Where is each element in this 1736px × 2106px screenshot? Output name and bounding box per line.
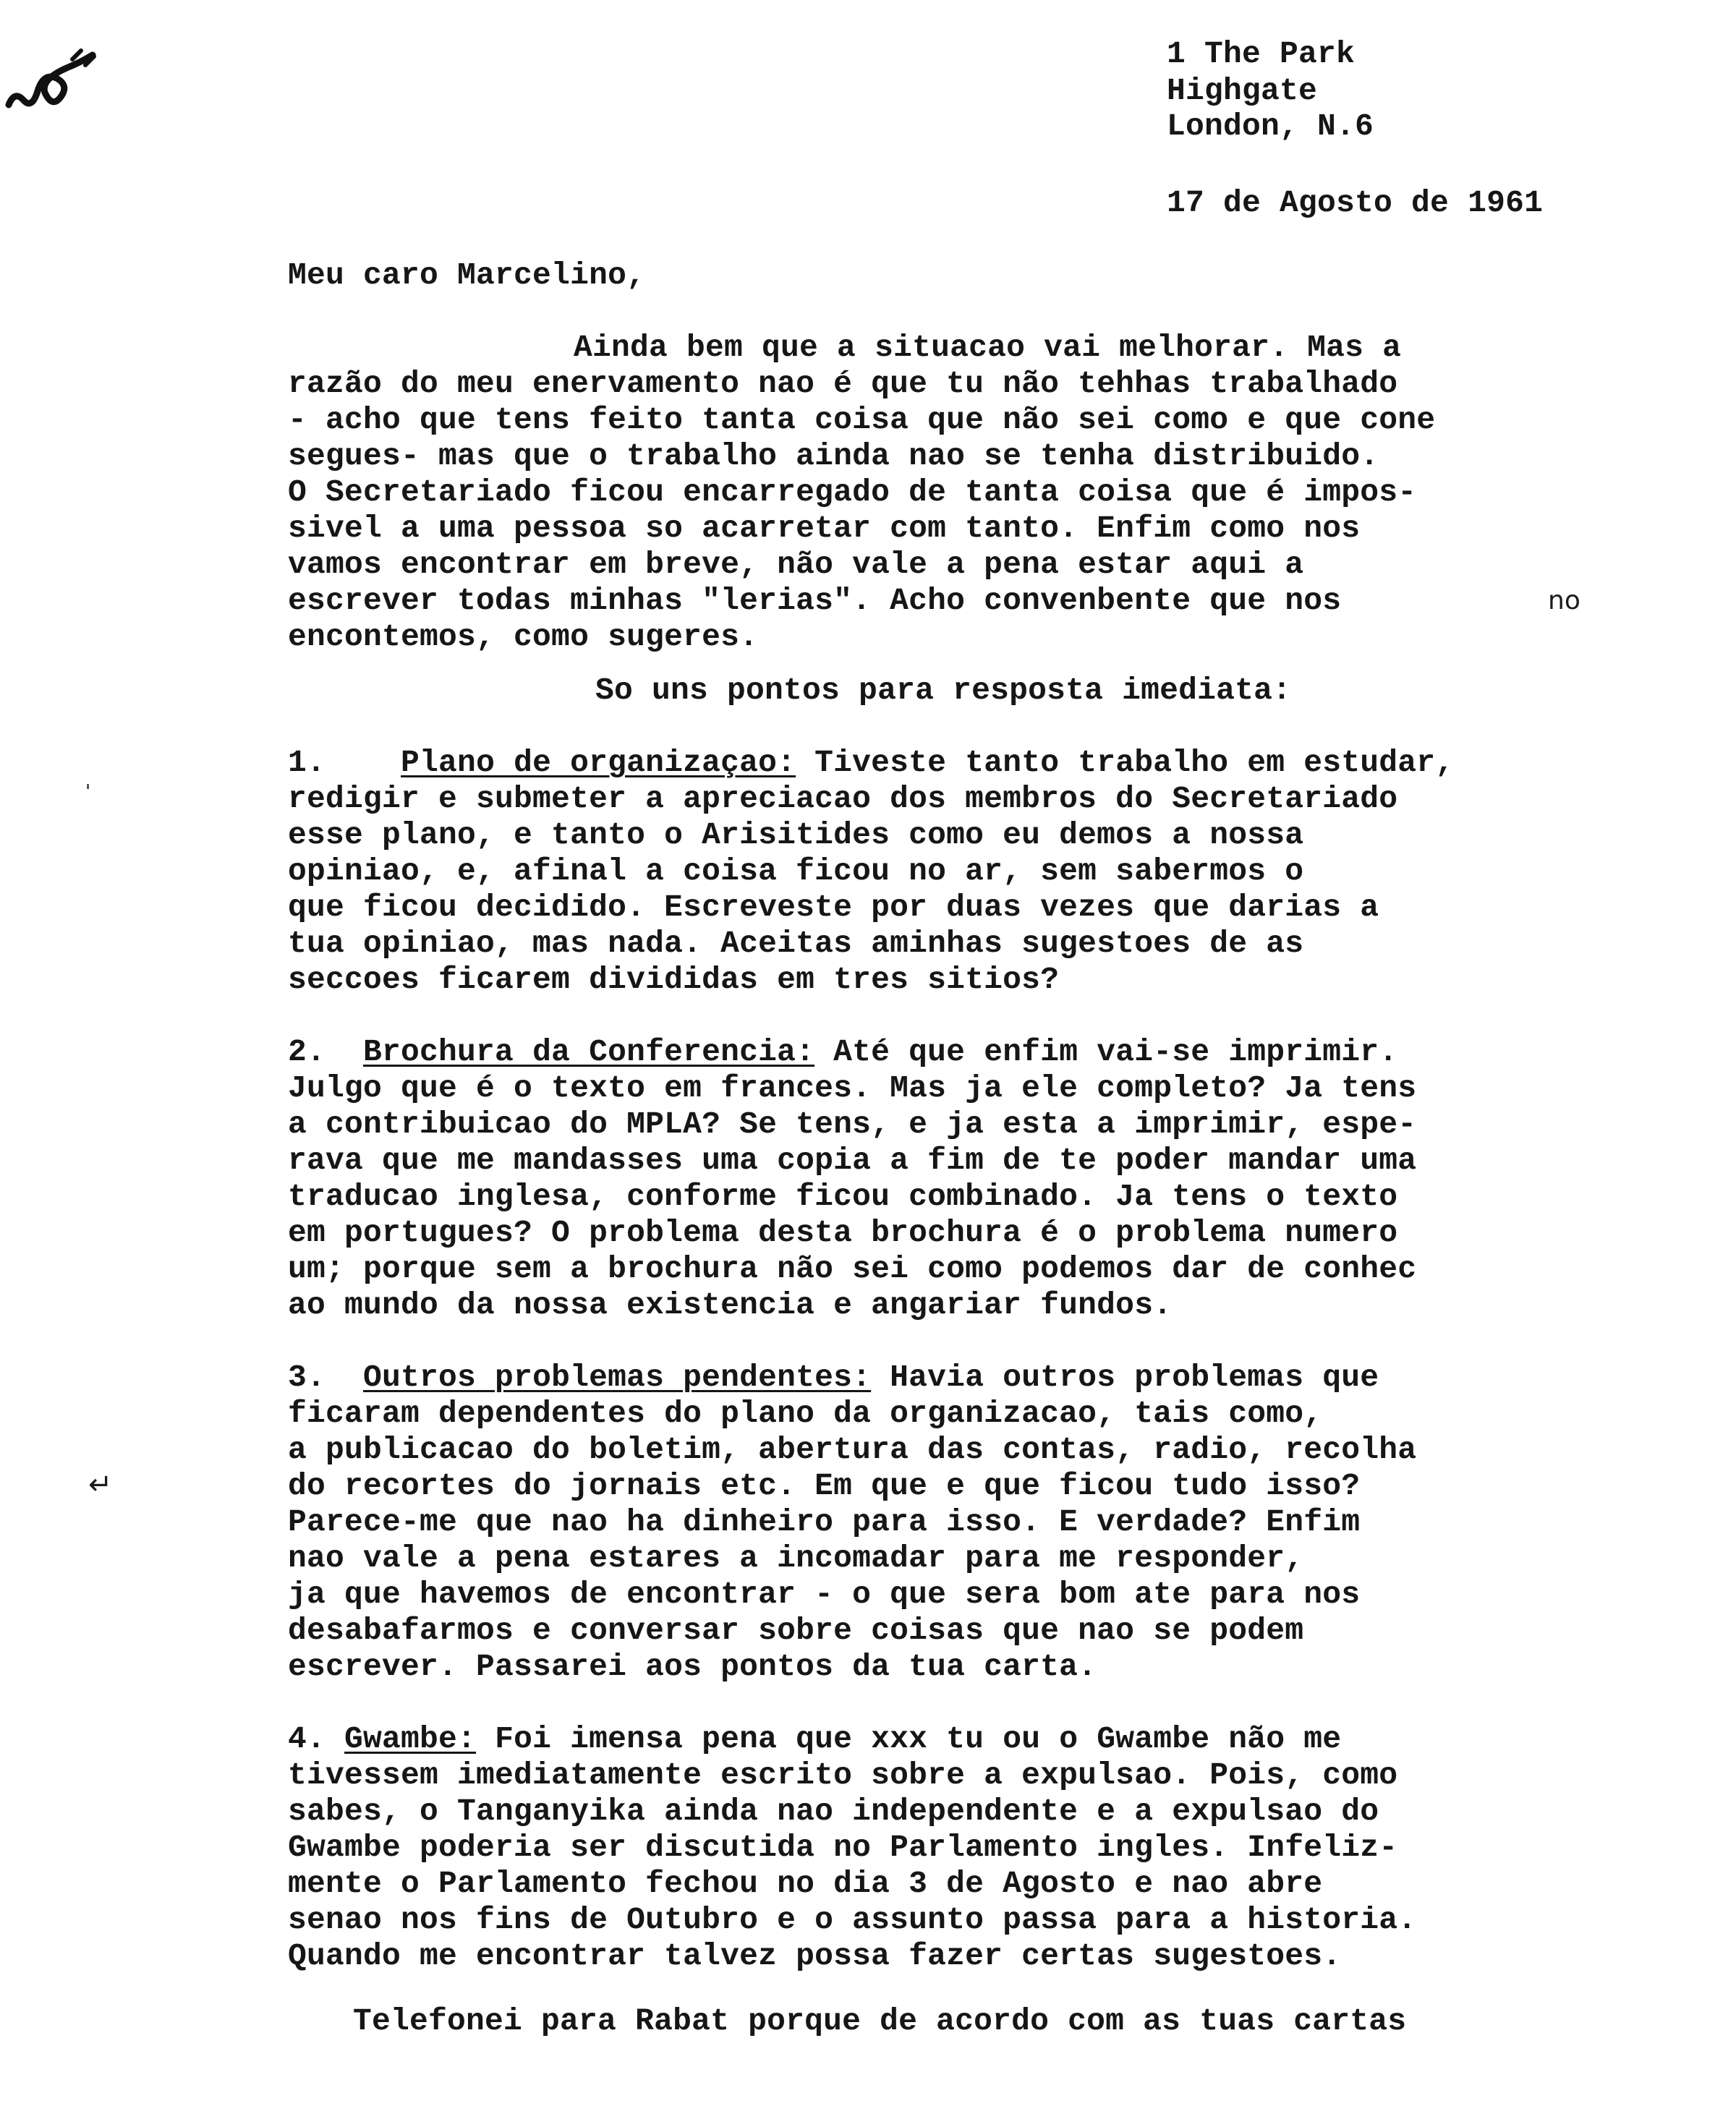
item-1-line: opiniao, e, afinal a coisa ficou no ar, sem sabermos o bbox=[288, 853, 1304, 889]
intro-line-2: razão do meu enervamento nao é que tu não tehhas trabalhado bbox=[288, 366, 1398, 401]
closing-line: Telefonei para Rabat porque de acordo com as tuas cartas bbox=[353, 2003, 1407, 2039]
item-2-heading: Brochura da Conferencia: bbox=[363, 1034, 815, 1070]
intro-line-7: vamos encontrar em breve, não vale a pena estar aqui a bbox=[288, 547, 1304, 582]
letter-date: 17 de Agosto de 1961 bbox=[1167, 185, 1544, 221]
intro-line-9: encontemos, como sugeres. bbox=[288, 619, 759, 655]
item-2-line: Julgo que é o texto em frances. Mas ja ele completo? Ja tens bbox=[288, 1070, 1417, 1106]
item-4-line: senao nos fins de Outubro e o assunto passa para a historia. bbox=[288, 1902, 1417, 1937]
intro-line-4: segues- mas que o trabalho ainda nao se tenha distribuido. bbox=[288, 438, 1379, 474]
item-3-first-line bbox=[288, 1360, 1379, 1396]
item-4-line: Quando me encontrar talvez possa fazer certas sugestoes. bbox=[288, 1938, 1342, 1974]
stray-mark: ' bbox=[85, 781, 91, 803]
item-4-first-line bbox=[288, 1721, 1341, 1757]
intro-line-1: Ainda bem que a situacao vai melhorar. Mas a bbox=[574, 330, 1402, 365]
address-line-3: London, N.6 bbox=[1167, 108, 1374, 144]
item-1-line: tua opiniao, mas nada. Aceitas aminhas sugestoes de as bbox=[288, 926, 1304, 961]
item-1-line: redigir e submeter a apreciacao dos membros do Secretariado bbox=[288, 781, 1398, 817]
item-2-line: a contribuicao do MPLA? Se tens, e ja esta a imprimir, espe- bbox=[288, 1107, 1417, 1142]
item-4-heading: Gwambe: bbox=[344, 1721, 477, 1757]
item-1-first-rest: Tiveste tanto trabalho em estudar, bbox=[814, 745, 1455, 780]
item-3-number: 3. bbox=[288, 1360, 326, 1395]
item-4-number: 4. bbox=[288, 1721, 326, 1757]
item-3-line: ficaram dependentes do plano da organizacao, tais como, bbox=[288, 1396, 1323, 1431]
item-2-first-line bbox=[288, 1034, 1397, 1070]
item-3-line: nao vale a pena estares a incomadar para me responder, bbox=[288, 1540, 1304, 1576]
item-3-heading: Outros problemas pendentes: bbox=[363, 1360, 872, 1395]
item-3-first-rest: Havia outros problemas que bbox=[890, 1360, 1379, 1395]
address-line-1: 1 The Park bbox=[1167, 36, 1356, 72]
item-4-line: mente o Parlamento fechou no dia 3 de Agosto e nao abre bbox=[288, 1866, 1323, 1901]
item-3-line: desabafarmos e conversar sobre coisas que nao se podem bbox=[288, 1613, 1304, 1648]
item-2-line: em portugues? O problema desta brochura é o problema numero bbox=[288, 1215, 1398, 1250]
item-3-line: do recortes do jornais etc. Em que e que ficou tudo isso? bbox=[288, 1468, 1361, 1504]
item-4-first-rest: Foi imensa pena que xxx tu ou o Gwambe não me bbox=[495, 1721, 1342, 1757]
item-3-line: ja que havemos de encontrar - o que sera bom ate para nos bbox=[288, 1577, 1361, 1612]
stray-mark: ↵ bbox=[88, 1468, 113, 1501]
item-1-line: esse plano, e tanto o Arisitides como eu demos a nossa bbox=[288, 817, 1304, 853]
item-2-number: 2. bbox=[288, 1034, 326, 1070]
intro-line-6: sivel a uma pessoa so acarretar com tanto. Enfim como nos bbox=[288, 511, 1361, 546]
item-3-line: escrever. Passarei aos pontos da tua carta. bbox=[288, 1649, 1097, 1684]
item-3-line: Parece-me que nao ha dinheiro para isso. E verdade? Enfim bbox=[288, 1504, 1361, 1540]
intro-close: So uns pontos para resposta imediata: bbox=[595, 673, 1292, 708]
pen-scribble-mark bbox=[0, 22, 109, 123]
item-1-heading: Plano de organizaçao: bbox=[401, 745, 796, 780]
salutation: Meu caro Marcelino, bbox=[288, 257, 646, 293]
address-line-2: Highgate bbox=[1167, 73, 1318, 108]
intro-line-3: - acho que tens feito tanta coisa que não sei como e que cone bbox=[288, 402, 1436, 438]
intro-line-5: O Secretariado ficou encarregado de tanta coisa que é impos- bbox=[288, 474, 1417, 510]
item-1-number: 1. bbox=[288, 745, 326, 780]
item-2-first-rest: Até que enfim vai-se imprimir. bbox=[833, 1034, 1398, 1070]
item-4-line: tivessem imediatamente escrito sobre a expulsao. Pois, como bbox=[288, 1757, 1398, 1793]
item-2-line: um; porque sem a brochura não sei como podemos dar de conhec bbox=[288, 1251, 1417, 1287]
item-2-line: rava que me mandasses uma copia a fim de te poder mandar uma bbox=[288, 1143, 1417, 1178]
item-3-line: a publicacao do boletim, abertura das contas, radio, recolha bbox=[288, 1432, 1417, 1467]
item-1-line: seccoes ficarem divididas em tres sitios? bbox=[288, 962, 1060, 997]
item-2-line: traducao inglesa, conforme ficou combinado. Ja tens o texto bbox=[288, 1179, 1398, 1214]
handwritten-margin-no: no bbox=[1548, 586, 1580, 615]
item-4-line: Gwambe poderia ser discutida no Parlamento ingles. Infeliz- bbox=[288, 1830, 1398, 1865]
item-1-first-line bbox=[288, 745, 1454, 781]
item-2-line: ao mundo da nossa existencia e angariar fundos. bbox=[288, 1287, 1173, 1323]
item-1-line: que ficou decidido. Escreveste por duas vezes que darias a bbox=[288, 890, 1379, 925]
intro-line-8: escrever todas minhas "lerias". Acho convenbente que nos bbox=[288, 583, 1342, 618]
item-4-line: sabes, o Tanganyika ainda nao independente e a expulsao do bbox=[288, 1794, 1379, 1829]
